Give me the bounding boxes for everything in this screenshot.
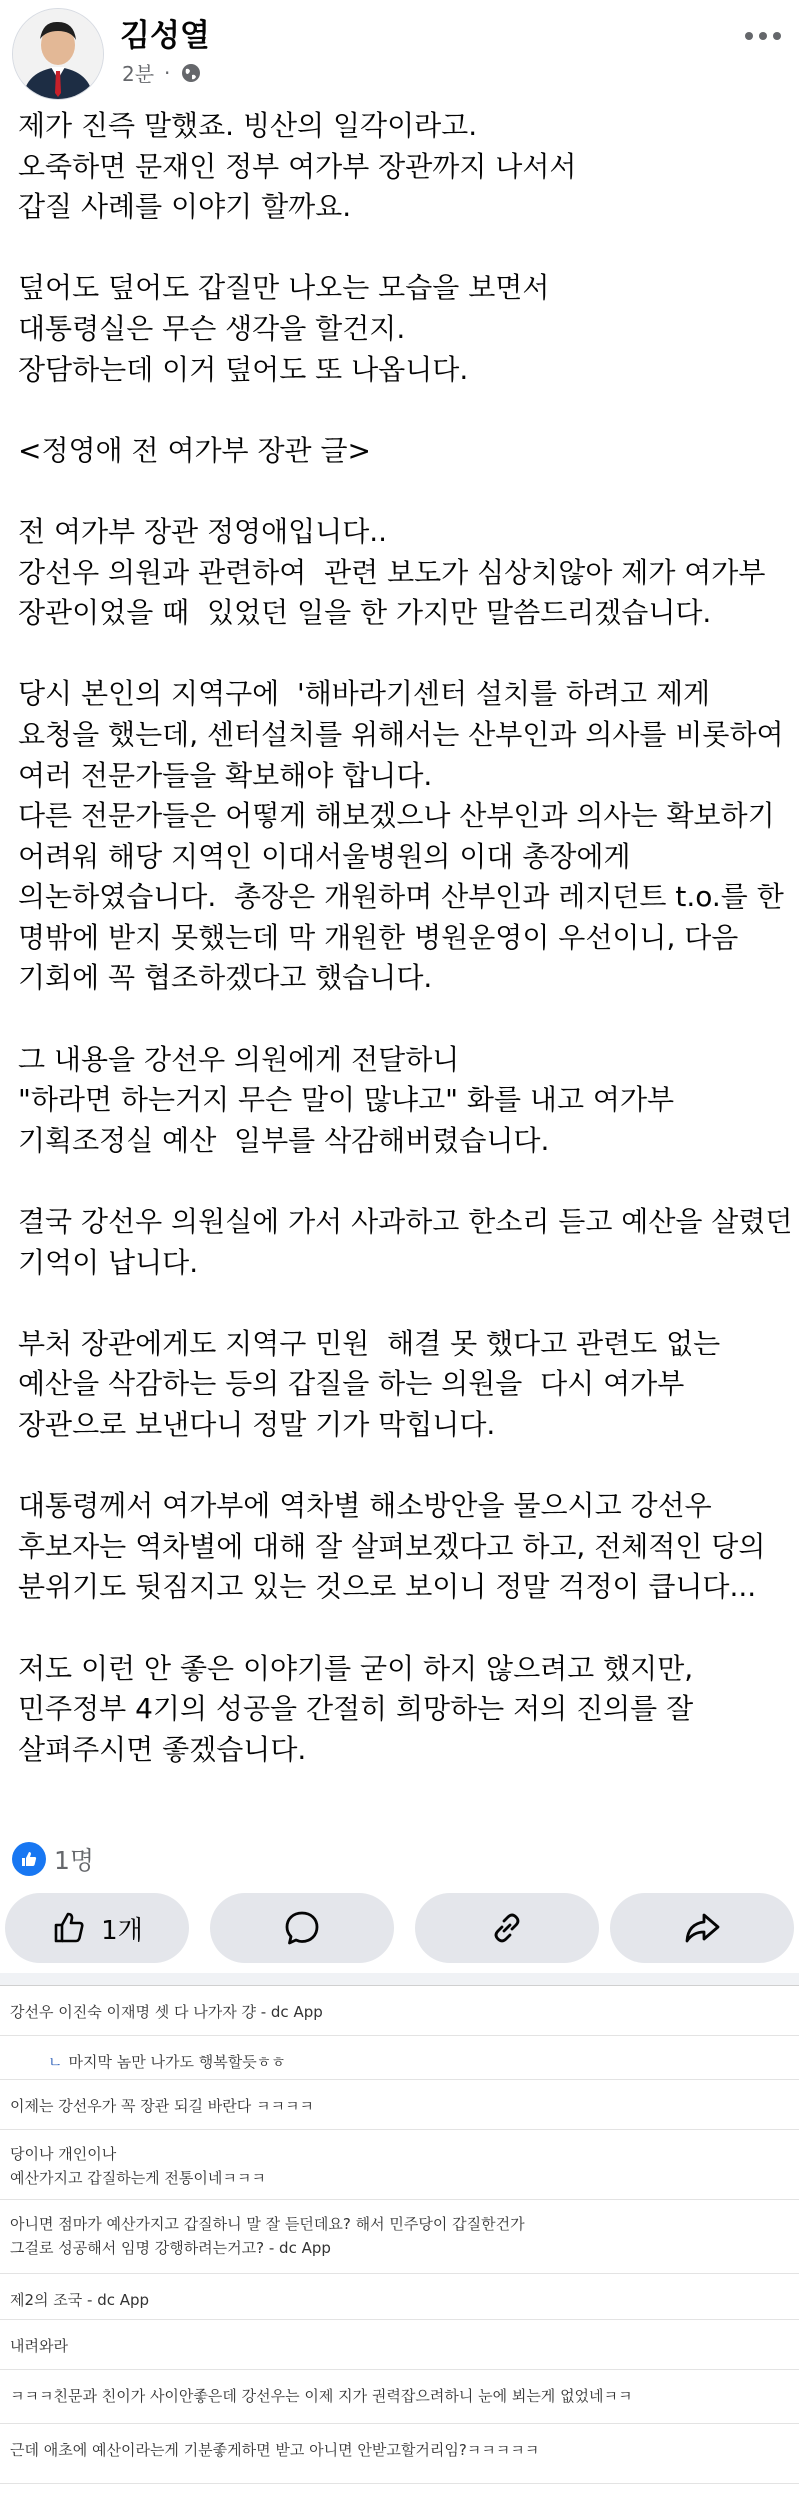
post-text-line: 갑질 사례를 이야기 할까요. [18, 190, 352, 224]
post-text-line: 다른 전문가들은 어떻게 해보겠으나 산부인과 의사는 확보하기 [18, 799, 775, 833]
comment-text: 제2의 조국 - dc App [10, 2291, 150, 2309]
section-divider [0, 1973, 799, 1986]
comment-item[interactable] [0, 1986, 799, 2036]
more-dots-icon [745, 32, 753, 40]
post-time[interactable]: 2분 [122, 62, 155, 86]
post-text-line [18, 634, 790, 675]
post-text-line [18, 999, 790, 1040]
more-options-button[interactable] [739, 16, 787, 56]
reply-marker: ㄴ [48, 2053, 63, 2071]
thumbs-up-icon [12, 1842, 46, 1876]
post-text-line: 당시 본인의 지역구에 '해바라기센터 설치를 하려고 제게 [18, 677, 711, 711]
comment-bubble-icon [283, 1909, 321, 1947]
post-text-line: 강선우 의원과 관련하여 관련 보도가 심상치않아 제가 여가부 [18, 555, 766, 589]
post-text-line [18, 1161, 790, 1202]
comment-button[interactable] [210, 1893, 394, 1963]
post-text-line [18, 1608, 790, 1649]
post-text-line: 대통령실은 무슨 생각을 할건지. [18, 311, 406, 345]
comment-text: 예산가지고 갑질하는게 전통이네ㅋㅋㅋ [10, 2169, 266, 2187]
comment-text: 마지막 놈만 나가도 행복할듯ㅎㅎ [68, 2053, 286, 2071]
comment-text: 그걸로 성공해서 임명 강행하려는거고? - dc App [10, 2239, 331, 2257]
post-text-line: 장관으로 보낸다니 정말 기가 막힙니다. [18, 1408, 496, 1441]
post-body [18, 106, 793, 1770]
post-text-line: 명밖에 받지 못했는데 막 개원한 병원운영이 우선이니, 다음 [18, 920, 739, 954]
post-text-line [18, 471, 790, 512]
post-text-line: 장담하는데 이거 덮어도 또 나옵니다. [18, 352, 469, 386]
post-header [0, 0, 799, 98]
action-bar [0, 1893, 799, 1973]
post-text-line: 의논하였습니다. 총장은 개원하며 산부인과 레지던트 t.o.를 한 [18, 880, 784, 914]
post-text-line: 제가 진즉 말했죠. 빙산의 일각이라고. [18, 109, 478, 142]
post-text-line: 전 여가부 장관 정영애입니다.. [18, 514, 388, 548]
post-text-line: 장관이었을 때 있었던 일을 한 가지만 말씀드리겠습니다. [18, 596, 712, 630]
post-text-line: 분위기도 뒷짐지고 있는 것으로 보이니 정말 걱정이 큽니다... [18, 1570, 757, 1604]
post-text-line: 대통령께서 여가부에 역차별 해소방안을 물으시고 강선우 [18, 1489, 712, 1523]
comment-item[interactable] [0, 2130, 799, 2200]
like-count-label: 1개 [101, 1915, 143, 1946]
post-text-line: 어려워 해당 지역인 이대서울병원의 이대 총장에게 [18, 839, 631, 873]
comment-text: 이제는 강선우가 꼭 장관 되길 바란다 ㅋㅋㅋㅋ [10, 2097, 314, 2115]
thumbs-up-icon [51, 1910, 87, 1946]
post-text-line: 기억이 납니다. [18, 1245, 199, 1279]
post-text-line: 살펴주시면 좋겠습니다. [18, 1732, 307, 1766]
share-button[interactable] [610, 1893, 794, 1963]
profile-photo [13, 9, 103, 99]
comment-item[interactable] [0, 2370, 799, 2424]
author-name[interactable]: 김성열 [120, 18, 210, 54]
link-icon [488, 1909, 526, 1947]
comment-item[interactable] [0, 2080, 799, 2130]
comment-text: 내려와라 [10, 2337, 68, 2355]
post-text-line [18, 1446, 790, 1487]
comment-item[interactable] [0, 2320, 799, 2370]
post-text-line: 예산을 삭감하는 등의 갑질을 하는 의원을 다시 여가부 [18, 1367, 685, 1401]
like-button[interactable] [5, 1893, 189, 1963]
share-arrow-icon [682, 1909, 722, 1947]
post-text-line [18, 390, 790, 431]
post-text-line: 민주정부 4기의 성공을 간절히 희망하는 저의 진의를 잘 [18, 1692, 694, 1726]
reaction-summary[interactable] [12, 1839, 94, 1879]
avatar[interactable] [12, 8, 104, 100]
post-text-line: 후보자는 역차별에 대해 잘 살펴보겠다고 하고, 전체적인 당의 [18, 1529, 766, 1563]
comment-item[interactable] [0, 2274, 799, 2320]
post-text-line [18, 228, 790, 269]
post-text-line: 결국 강선우 의원실에 가서 사과하고 한소리 듣고 예산을 살렸던 [18, 1205, 793, 1239]
post-text-line: 저도 이런 안 좋은 이야기를 굳이 하지 않으려고 했지만, [18, 1651, 694, 1685]
comment-reply[interactable] [0, 2036, 799, 2080]
post-text-line: 오죽하면 문재인 정부 여가부 장관까지 나서서 [18, 149, 577, 183]
post-text-line: 요청을 했는데, 센터설치를 위해서는 산부인과 의사를 비롯하여 [18, 717, 784, 751]
comment-text: 아니면 점마가 예산가지고 갑질하니 말 잘 듣던데요? 해서 민주당이 갑질한건가 [10, 2215, 525, 2233]
comment-text: ㅋㅋㅋ친문과 친이가 사이안좋은데 강선우는 이제 지가 권력잡으려하니 눈에 뵈는게 없었네ㅋㅋ [10, 2387, 633, 2405]
globe-icon [180, 62, 202, 84]
post-text-line: 기회에 꼭 협조하겠다고 했습니다. [18, 961, 433, 995]
post-text-line [18, 1283, 790, 1324]
comment-text: 근데 애초에 예산이라는게 기분좋게하면 받고 아니면 안받고할거리임?ㅋㅋㅋㅋㅋ [10, 2441, 540, 2459]
post-text-line: 부처 장관에게도 지역구 민원 해결 못 했다고 관련도 없는 [18, 1326, 721, 1360]
post-text-line: 기획조정실 예산 일부를 삭감해버렸습니다. [18, 1123, 550, 1157]
comment-item[interactable] [0, 2200, 799, 2274]
post-text-line: 여러 전문가들을 확보해야 합니다. [18, 758, 433, 792]
post-text-line: "하라면 하는거지 무슨 말이 많냐고" 화를 내고 여가부 [18, 1083, 675, 1117]
meta-separator: · [164, 60, 171, 85]
post-text-line: 그 내용을 강선우 의원에게 전달하니 [18, 1042, 460, 1076]
comment-item[interactable] [0, 2424, 799, 2484]
post-text-line: <정영애 전 여가부 장관 글> [18, 433, 372, 467]
post-text-line: 덮어도 덮어도 갑질만 나오는 모습을 보면서 [18, 271, 550, 305]
comment-text: 당이나 개인이나 [10, 2145, 117, 2163]
post-meta [122, 58, 202, 87]
copy-link-button[interactable] [415, 1893, 599, 1963]
reaction-count: 1명 [54, 1846, 95, 1875]
comment-text: 강선우 이진숙 이재명 셋 다 나가자 걍 - dc App [10, 2003, 323, 2021]
